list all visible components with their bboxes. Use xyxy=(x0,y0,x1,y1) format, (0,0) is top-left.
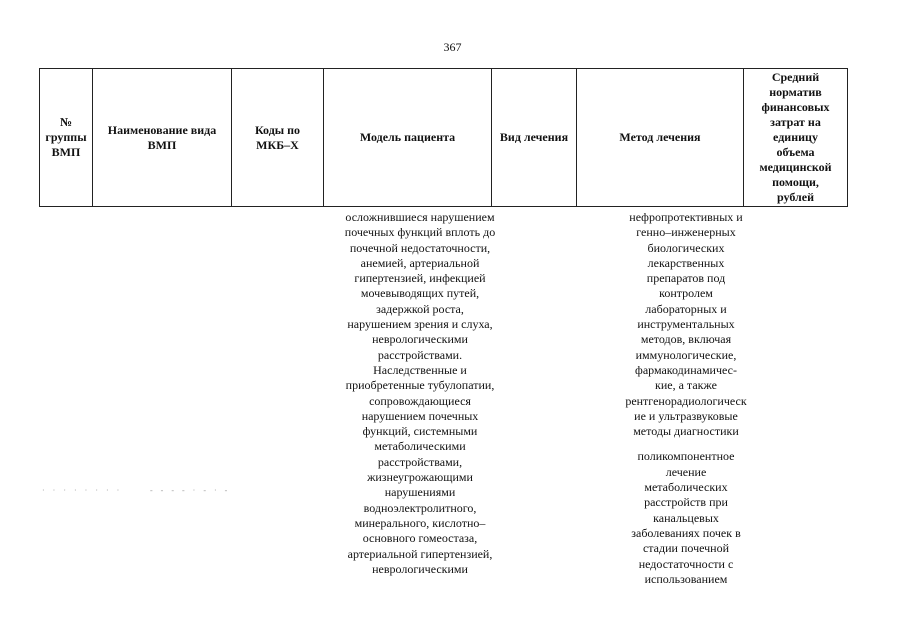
header-vmp-name xyxy=(93,69,232,207)
text-line: методы диагностики xyxy=(633,424,739,439)
text-line: метаболическими xyxy=(374,439,466,454)
text-line: расстройств при xyxy=(644,495,728,510)
paragraph-gap xyxy=(596,439,776,449)
treatment-method-part-1 xyxy=(596,210,776,439)
text-line: нефропротективных и xyxy=(629,210,743,224)
text-line: почечных функций вплоть до xyxy=(344,225,496,240)
header-cost-norm xyxy=(744,69,848,207)
text-line: Коды по xyxy=(254,122,301,137)
text-line: гипертензией, инфекцией xyxy=(354,271,486,286)
text-line: лабораторных и xyxy=(645,301,727,316)
text-line: медицинской xyxy=(759,160,832,174)
scan-artifact-mid: - - - - · - · - xyxy=(150,486,231,495)
text-line: нарушениями xyxy=(384,485,456,500)
header-table xyxy=(39,68,848,207)
text-line: методов, включая xyxy=(640,332,732,347)
text-line: иммунологические, xyxy=(635,347,737,362)
text-line: использованием xyxy=(644,571,728,586)
text-line: артериальной гипертензией, xyxy=(347,546,493,561)
text-line: генно–инженерных xyxy=(636,225,736,240)
text-line: группы xyxy=(45,130,87,144)
text-line: сопровождающиеся xyxy=(369,393,471,408)
text-line: затрат на xyxy=(770,115,821,129)
text-line: Метод лечения xyxy=(619,130,701,144)
text-line: единицу xyxy=(773,130,818,144)
text-line: Модель пациента xyxy=(359,130,456,144)
text-line: кие, а также xyxy=(655,378,717,393)
text-line: Средний xyxy=(771,70,820,84)
text-line: основного гомеостаза, xyxy=(362,531,478,546)
text-line: Наименование вида xyxy=(107,122,217,137)
treatment-method-part-2 xyxy=(596,449,776,587)
text-line: функций, системными xyxy=(362,424,478,439)
text-line: инструментальных xyxy=(637,317,735,332)
text-line: лечение xyxy=(665,464,707,479)
text-line: ВМП xyxy=(51,145,81,159)
text-line: Наследственные и xyxy=(373,362,467,377)
text-line: рублей xyxy=(776,190,815,204)
treatment-method-cell xyxy=(596,210,776,587)
header-patient-model xyxy=(324,69,492,207)
text-line: водноэлектролитного, xyxy=(363,500,477,515)
text-line: ие и ультразвуковые xyxy=(634,408,738,423)
text-line: задержкой роста, xyxy=(376,301,464,316)
header-icd-codes xyxy=(232,69,324,207)
text-line: расстройствами, xyxy=(377,454,463,469)
text-line: неврологическими xyxy=(372,332,468,347)
text-line: объема xyxy=(776,145,815,159)
header-treatment-type xyxy=(492,69,577,207)
text-line: Вид лечения xyxy=(499,130,569,144)
text-line: заболеваниях почек в xyxy=(631,525,741,540)
text-line: финансовых xyxy=(761,100,830,114)
text-line: нарушением зрения и слуха, xyxy=(347,317,493,332)
header-treatment-method xyxy=(577,69,744,207)
text-line: расстройствами. xyxy=(377,347,463,362)
text-line: минерального, кислотно– xyxy=(354,515,486,530)
text-line: стадии почечной xyxy=(642,541,730,556)
text-line: препаратов под xyxy=(646,271,726,286)
text-line: фармакодинамичес- xyxy=(635,362,737,377)
text-line: поликомпонентное xyxy=(637,449,735,464)
header-row xyxy=(40,69,848,207)
text-line: ВМП xyxy=(147,137,177,152)
patient-model-cell xyxy=(330,210,510,577)
text-line: норматив xyxy=(769,85,822,99)
text-line: канальцевых xyxy=(653,510,719,525)
text-line: № xyxy=(59,115,73,129)
text-line: биологических xyxy=(647,240,725,255)
text-line: контролем xyxy=(659,286,713,301)
text-line: приобретенные тубулопатии, xyxy=(345,378,495,393)
text-line: метаболических xyxy=(644,480,728,495)
text-line: помощи, xyxy=(772,175,819,189)
text-line: нарушением почечных xyxy=(361,408,479,423)
text-line: анемией, артериальной xyxy=(360,255,480,270)
page-number: 367 xyxy=(443,40,462,54)
text-line: МКБ–Х xyxy=(256,137,299,152)
text-line: почечной недостаточности, xyxy=(349,240,491,255)
text-line: рентгенорадиологическ xyxy=(625,393,747,408)
text-line: мочевыводящих путей, xyxy=(360,286,480,301)
text-line: жизнеугрожающими xyxy=(367,470,473,485)
scan-artifact-left: · · · · · · · · xyxy=(42,486,123,495)
text-line: осложнившиеся нарушением xyxy=(345,210,495,224)
text-line: неврологическими xyxy=(372,561,468,576)
text-line: недостаточности с xyxy=(638,556,734,571)
header-group-number xyxy=(40,69,93,207)
text-line: лекарственных xyxy=(647,255,725,270)
